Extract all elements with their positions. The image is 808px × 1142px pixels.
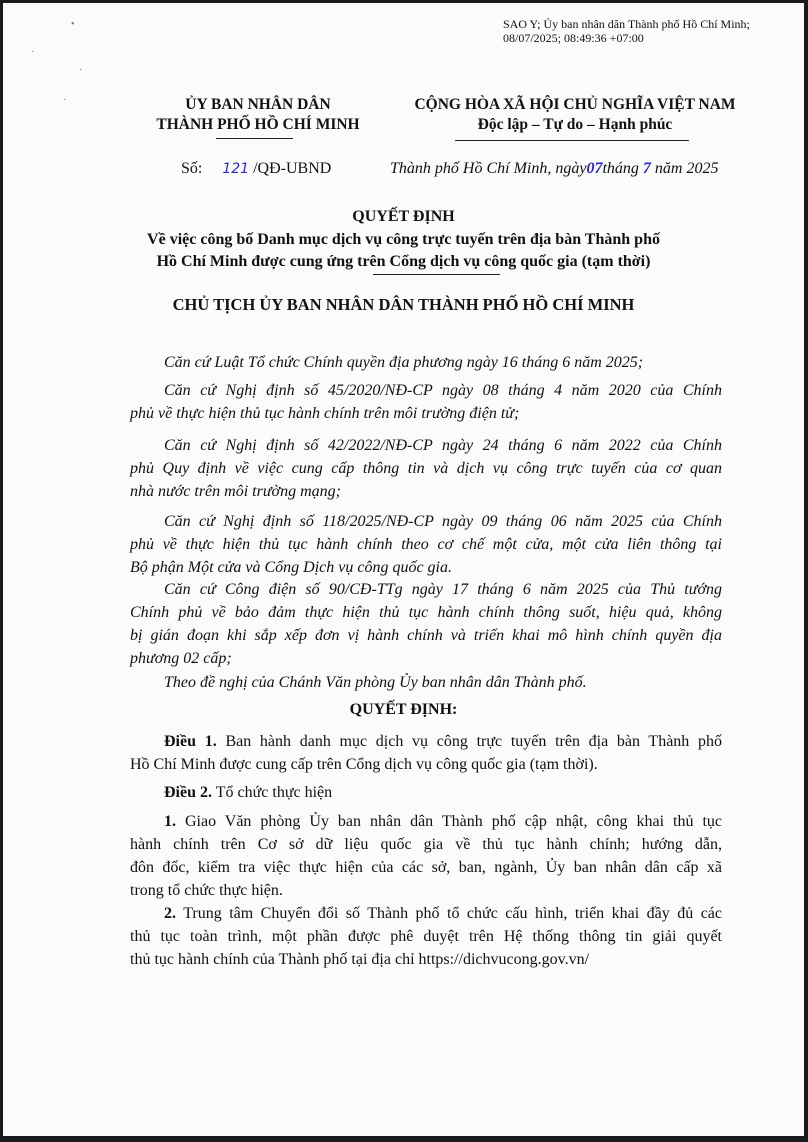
copy-stamp-line1: SAO Y; Ủy ban nhân dân Thành phố Hồ Chí Minh;: [503, 17, 750, 31]
national-title: CỘNG HÒA XÃ HỘI CHỦ NGHĨA VIỆT NAM: [414, 96, 736, 113]
clause-2-line2: thủ tục toàn trình, một phần được phê duyệt trên Hệ thống thông tin giải quyết: [130, 928, 722, 945]
subject-line1: Về việc công bố Danh mục dịch vụ công trực tuyến trên địa bàn Thành phố: [147, 231, 660, 248]
legal-basis-3: [130, 434, 722, 503]
place-date-part3: năm 2025: [654, 160, 719, 177]
subject-underline: [373, 274, 500, 275]
place-date: [390, 160, 718, 178]
scan-speck: ·: [79, 65, 83, 76]
scan-speck: ·: [31, 47, 35, 58]
basis-line: phủ về thực hiện thủ tục hành chính theo cơ chế một cửa, một cửa liên thông tại: [130, 536, 722, 553]
clause-1: [130, 810, 722, 902]
clause-2: [130, 902, 722, 971]
place-date-part1: Thành phố Hồ Chí Minh, ngày: [390, 160, 587, 177]
national-header: [391, 95, 759, 135]
clause-1-line4: trong tổ chức thực hiện.: [130, 882, 283, 899]
article-2-text: Tổ chức thực hiện: [215, 784, 333, 801]
national-motto: Độc lập – Tự do – Hạnh phúc: [477, 116, 673, 133]
number-suffix: /QĐ-UBND: [253, 160, 332, 177]
legal-basis-2: [130, 379, 722, 425]
scan-speck: ·: [63, 95, 67, 106]
issuer-header: [143, 95, 373, 135]
copy-stamp: [503, 17, 750, 45]
clause-1-line3: đôn đốc, kiểm tra việc thực hiện của các sở, ban, ngành, Ủy ban nhân dân cấp xã: [130, 859, 722, 876]
legal-basis-6: [130, 671, 722, 694]
basis-line: Căn cứ Nghị định số 118/2025/NĐ-CP ngày 09 tháng 06 năm 2025 của Chính: [164, 513, 722, 530]
clause-2-label: 2.: [164, 905, 176, 922]
basis-line: Căn cứ Luật Tổ chức Chính quyền địa phương ngày 16 tháng 6 năm 2025;: [164, 354, 644, 371]
place-date-part2: tháng: [602, 160, 639, 177]
issuer-underline: [216, 138, 293, 139]
basis-line: Bộ phận Một cửa và Cổng Dịch vụ công quốc gia.: [130, 559, 452, 576]
clause-1-line1: Giao Văn phòng Ủy ban nhân dân Thành phố cập nhật, công khai thủ tục: [184, 813, 722, 830]
basis-line: phủ về thực hiện thủ tục hành chính trên môi trường điện tử;: [130, 405, 520, 422]
decision-heading: QUYẾT ĐỊNH:: [349, 701, 458, 718]
basis-line: Chính phủ về bảo đảm thực hiện thủ tục hành chính thông suốt, hiệu quả, không: [130, 604, 722, 621]
copy-stamp-line2: 08/07/2025; 08:49:36 +07:00: [503, 31, 644, 45]
article-1-line2: Hồ Chí Minh được cung cấp trên Cổng dịch vụ công quốc gia (tạm thời).: [130, 756, 598, 773]
basis-line: phủ Quy định về việc cung cấp thông tin và dịch vụ công trực tuyến của cơ quan: [130, 460, 722, 477]
clause-2-line1: Trung tâm Chuyển đổi số Thành phố tổ chức cấu hình, triển khai đầy đủ các: [183, 905, 722, 922]
document-number: [181, 160, 331, 178]
basis-line: phương 02 cấp;: [130, 650, 232, 667]
basis-line: Căn cứ Công điện số 90/CĐ-TTg ngày 17 tháng 6 năm 2025 của Thủ tướng: [164, 581, 722, 598]
clause-1-line2: hành chính trên Cơ sở dữ liệu quốc gia về thủ tục hành chính; hướng dẫn,: [130, 836, 722, 853]
issuer-line1: ỦY BAN NHÂN DÂN: [185, 96, 331, 113]
document-page: [3, 3, 804, 1136]
basis-line: Theo đề nghị của Chánh Văn phòng Ủy ban nhân dân Thành phố.: [164, 674, 587, 691]
basis-line: nhà nước trên môi trường mạng;: [130, 483, 341, 500]
article-1: [130, 730, 722, 776]
basis-line: bị gián đoạn khi sắp xếp đơn vị hành chính và triển khai mô hình chính quyền địa: [130, 627, 722, 644]
number-handwritten: 121: [222, 161, 250, 177]
basis-line: Căn cứ Nghị định số 42/2022/NĐ-CP ngày 24 tháng 6 năm 2022 của Chính: [164, 437, 722, 454]
date-day-handwritten: 07: [586, 160, 603, 177]
scan-speck: •: [71, 19, 75, 30]
article-2-label: Điều 2.: [164, 784, 212, 801]
date-month-handwritten: 7: [642, 160, 651, 177]
article-2: [130, 781, 722, 804]
decision-title: QUYẾT ĐỊNH: [352, 208, 455, 225]
legal-basis-1: [130, 351, 722, 374]
basis-line: Căn cứ Nghị định số 45/2020/NĐ-CP ngày 08 tháng 4 năm 2020 của Chính: [164, 382, 722, 399]
article-1-label: Điều 1.: [164, 733, 217, 750]
subject-line2: Hồ Chí Minh được cung ứng trên Cổng dịch vụ công quốc gia (tạm thời): [156, 253, 651, 270]
clause-2-line3: thủ tục hành chính của Thành phố tại địa chỉ https://dichvucong.gov.vn/: [130, 951, 590, 968]
issuer-line2: THÀNH PHỐ HỒ CHÍ MINH: [156, 116, 360, 133]
number-prefix: Số:: [181, 160, 203, 177]
legal-basis-4: [130, 510, 722, 579]
legal-basis-5: [130, 578, 722, 670]
article-1-text: Ban hành danh mục dịch vụ công trực tuyến trên địa bàn Thành phố: [225, 733, 723, 750]
article-1-line1: [130, 730, 722, 753]
clause-1-label: 1.: [164, 813, 176, 830]
motto-underline: [455, 140, 689, 141]
authority-heading: CHỦ TỊCH ỦY BAN NHÂN DÂN THÀNH PHỐ HỒ CHÍ MINH: [172, 295, 635, 314]
